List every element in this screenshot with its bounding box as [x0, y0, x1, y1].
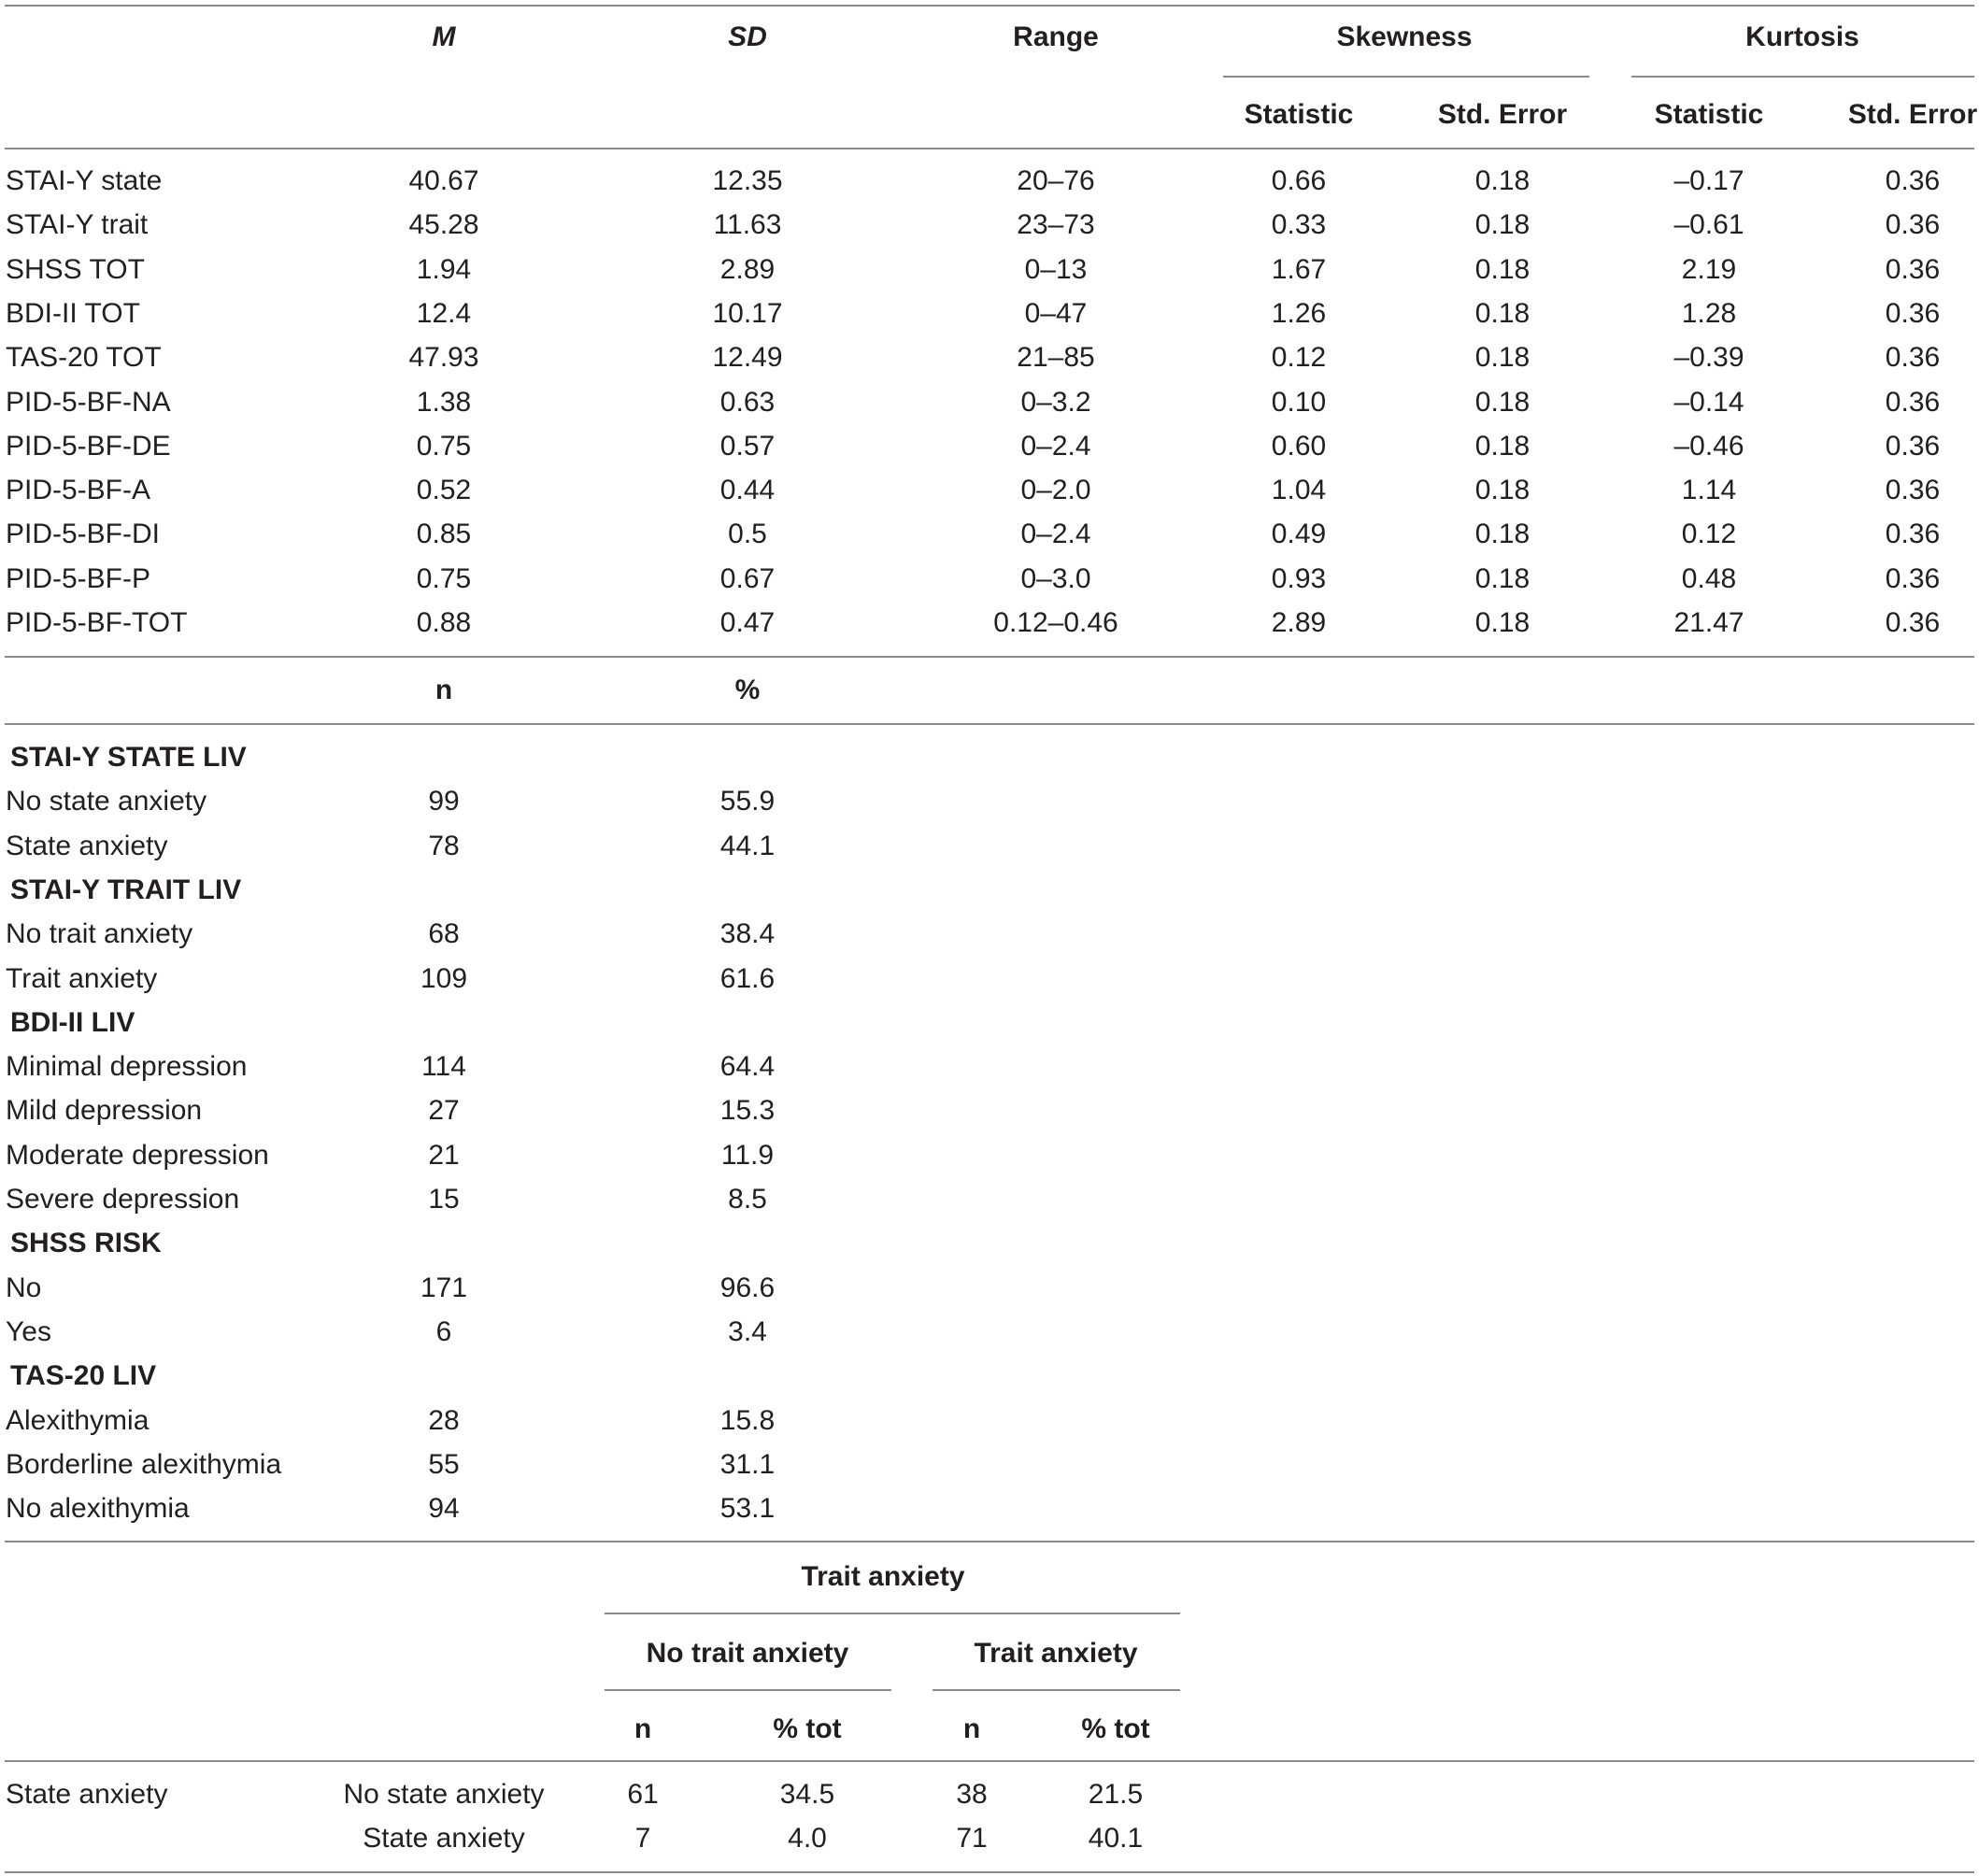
crosstab-sub-pct-2: % tot [1081, 1713, 1150, 1744]
cell-kurt-se: 0.36 [1885, 519, 1941, 550]
cell-m: 45.28 [408, 209, 479, 241]
row-label: PID-5-BF-A [6, 475, 151, 506]
row-label: Minimal depression [6, 1051, 248, 1083]
cell-n: 114 [421, 1051, 466, 1083]
crosstab-group-trait: Trait anxiety [974, 1638, 1138, 1669]
rule-frequency-header [5, 723, 1974, 725]
cell-pct: 55.9 [719, 786, 776, 817]
cell-skew-stat: 1.67 [1271, 253, 1327, 285]
cell-kurt-stat: –0.61 [1673, 209, 1744, 241]
cell-skew-stat: 0.66 [1271, 165, 1327, 196]
cell-pct: 8.5 [728, 1184, 767, 1215]
row-label: PID-5-BF-DE [6, 430, 171, 462]
crosstab-sub-pct-1: % tot [773, 1713, 842, 1744]
header-n: n [434, 675, 453, 705]
cell-skew-se: 0.18 [1474, 253, 1531, 285]
cell-skew-stat: 0.12 [1271, 342, 1327, 374]
cell-m: 47.93 [408, 342, 479, 374]
row-label: Borderline alexithymia [6, 1448, 282, 1480]
crosstab-cell: 21.5 [1088, 1779, 1144, 1810]
crosstab-cell: 38 [956, 1779, 988, 1810]
crosstab-cell: 61 [627, 1779, 659, 1810]
cell-m: 1.94 [416, 253, 472, 285]
rule-crosstab-title [605, 1613, 1180, 1614]
cell-m: 0.52 [416, 475, 472, 506]
cell-skew-se: 0.18 [1474, 607, 1531, 638]
cell-pct: 96.6 [719, 1272, 776, 1303]
cell-sd: 0.57 [719, 430, 776, 462]
group-heading: BDI-II LIV [10, 1006, 135, 1038]
row-label: Yes [6, 1315, 51, 1347]
cell-kurt-se: 0.36 [1885, 607, 1941, 638]
cell-m: 1.38 [416, 386, 472, 418]
cell-n: 6 [435, 1315, 452, 1347]
cell-m: 0.88 [416, 607, 472, 638]
group-heading: TAS-20 LIV [10, 1360, 157, 1392]
cell-skew-stat: 0.33 [1271, 209, 1327, 241]
row-label: Mild depression [6, 1095, 203, 1127]
cell-n: 15 [428, 1184, 460, 1215]
rule-bottom [5, 1871, 1974, 1873]
crosstab-cell: 71 [956, 1823, 988, 1855]
cell-range: 0–2.0 [1020, 475, 1091, 506]
header-pct: % [734, 675, 761, 705]
cell-kurt-se: 0.36 [1885, 165, 1941, 196]
rule-frequency-bottom [5, 1541, 1974, 1542]
cell-m: 0.85 [416, 519, 472, 550]
cell-kurt-se: 0.36 [1885, 253, 1941, 285]
cell-sd: 10.17 [712, 297, 783, 329]
rule-crosstab-no-trait [605, 1689, 891, 1691]
cell-n: 99 [428, 786, 460, 817]
cell-sd: 2.89 [719, 253, 776, 285]
crosstab-cell: 7 [634, 1823, 651, 1855]
cell-sd: 0.47 [719, 607, 776, 638]
crosstab-sub-n-2: n [962, 1713, 981, 1744]
cell-n: 27 [428, 1095, 460, 1127]
cell-range: 0.12–0.46 [993, 607, 1118, 638]
crosstab-row-label: No state anxiety [343, 1779, 545, 1810]
rule-kurtosis [1631, 76, 1974, 78]
row-label: Alexithymia [6, 1404, 149, 1436]
cell-m: 40.67 [408, 165, 479, 196]
row-label: No [6, 1272, 42, 1303]
crosstab-title: Trait anxiety [801, 1561, 965, 1592]
row-label: No alexithymia [6, 1493, 190, 1525]
header-range: Range [1013, 21, 1099, 52]
cell-sd: 11.63 [713, 209, 782, 241]
cell-pct: 44.1 [719, 830, 776, 861]
crosstab-row-group: State anxiety [6, 1779, 168, 1810]
row-label: PID-5-BF-NA [6, 386, 171, 418]
cell-range: 0–2.4 [1020, 519, 1091, 550]
cell-n: 78 [428, 830, 460, 861]
row-label: PID-5-BF-DI [6, 519, 160, 550]
cell-range: 0–47 [1024, 297, 1088, 329]
header-skewness: Skewness [1336, 21, 1473, 52]
row-label: PID-5-BF-P [6, 562, 151, 594]
cell-sd: 0.5 [728, 519, 767, 550]
cell-n: 109 [420, 962, 468, 994]
rule-crosstab-header-bottom [5, 1760, 1974, 1762]
cell-skew-stat: 0.10 [1271, 386, 1327, 418]
cell-range: 21–85 [1017, 342, 1095, 374]
cell-skew-se: 0.18 [1474, 562, 1531, 594]
crosstab-row-label: State anxiety [363, 1823, 525, 1855]
header-skew-std-error: Std. Error [1437, 99, 1568, 130]
cell-kurt-stat: 1.28 [1681, 297, 1737, 329]
cell-n: 28 [428, 1404, 460, 1436]
cell-skew-stat: 2.89 [1271, 607, 1327, 638]
crosstab-cell: 4.0 [788, 1823, 827, 1855]
cell-pct: 61.6 [719, 962, 776, 994]
row-label: TAS-20 TOT [6, 342, 162, 374]
crosstab-sub-n-1: n [634, 1713, 652, 1744]
cell-skew-stat: 0.49 [1271, 519, 1327, 550]
cell-skew-se: 0.18 [1474, 209, 1531, 241]
rule-descriptive-bottom [5, 656, 1974, 658]
cell-n: 68 [428, 918, 460, 950]
header-skew-statistic: Statistic [1244, 99, 1354, 130]
cell-n: 21 [428, 1139, 460, 1171]
row-label: Trait anxiety [6, 962, 158, 994]
cell-n: 171 [420, 1272, 468, 1303]
cell-kurt-se: 0.36 [1885, 209, 1941, 241]
cell-skew-se: 0.18 [1474, 297, 1531, 329]
cell-kurt-stat: –0.39 [1673, 342, 1744, 374]
crosstab-group-no-trait: No trait anxiety [646, 1638, 849, 1669]
cell-sd: 12.49 [712, 342, 783, 374]
cell-sd: 12.35 [712, 165, 783, 196]
cell-kurt-stat: 0.48 [1681, 562, 1737, 594]
cell-skew-stat: 0.93 [1271, 562, 1327, 594]
rule-top [5, 5, 1974, 7]
group-heading: SHSS RISK [10, 1228, 162, 1259]
cell-pct: 11.9 [720, 1139, 775, 1171]
row-label: SHSS TOT [6, 253, 145, 285]
cell-kurt-stat: –0.14 [1673, 386, 1744, 418]
cell-m: 12.4 [416, 297, 472, 329]
cell-kurt-se: 0.36 [1885, 297, 1941, 329]
header-kurtosis: Kurtosis [1745, 21, 1859, 52]
header-kurt-std-error: Std. Error [1847, 99, 1978, 130]
cell-pct: 3.4 [728, 1315, 767, 1347]
cell-pct: 31.1 [719, 1448, 776, 1480]
rule-header-bottom [5, 148, 1974, 149]
cell-n: 94 [428, 1493, 460, 1525]
header-kurt-statistic: Statistic [1654, 99, 1764, 130]
cell-kurt-se: 0.36 [1885, 562, 1941, 594]
cell-range: 20–76 [1017, 165, 1095, 196]
header-sd: SD [728, 21, 767, 52]
cell-kurt-se: 0.36 [1885, 430, 1941, 462]
cell-m: 0.75 [416, 430, 472, 462]
row-label: Moderate depression [6, 1139, 269, 1171]
cell-skew-se: 0.18 [1474, 165, 1531, 196]
cell-pct: 15.3 [719, 1095, 776, 1127]
row-label: No state anxiety [6, 786, 207, 817]
cell-pct: 15.8 [719, 1404, 776, 1436]
cell-kurt-se: 0.36 [1885, 386, 1941, 418]
cell-range: 0–2.4 [1020, 430, 1091, 462]
cell-pct: 53.1 [719, 1493, 776, 1525]
cell-kurt-stat: 21.47 [1673, 607, 1744, 638]
cell-kurt-stat: –0.46 [1673, 430, 1744, 462]
row-label: State anxiety [6, 830, 168, 861]
cell-pct: 38.4 [719, 918, 776, 950]
cell-kurt-stat: –0.17 [1673, 165, 1744, 196]
cell-kurt-stat: 0.12 [1681, 519, 1737, 550]
group-heading: STAI-Y STATE LIV [10, 742, 247, 773]
cell-kurt-se: 0.36 [1885, 342, 1941, 374]
row-label: No trait anxiety [6, 918, 193, 950]
cell-m: 0.75 [416, 562, 472, 594]
cell-range: 23–73 [1017, 209, 1095, 241]
rule-skewness [1223, 76, 1589, 78]
cell-sd: 0.44 [719, 475, 776, 506]
group-heading: STAI-Y TRAIT LIV [10, 874, 242, 905]
cell-kurt-stat: 1.14 [1681, 475, 1737, 506]
cell-n: 55 [428, 1448, 460, 1480]
cell-kurt-stat: 2.19 [1681, 253, 1737, 285]
crosstab-cell: 40.1 [1088, 1823, 1144, 1855]
row-label: Severe depression [6, 1184, 240, 1215]
row-label: PID-5-BF-TOT [6, 607, 188, 638]
cell-skew-stat: 1.26 [1271, 297, 1327, 329]
cell-skew-se: 0.18 [1474, 475, 1531, 506]
cell-pct: 64.4 [719, 1051, 776, 1083]
rule-crosstab-trait [933, 1689, 1180, 1691]
cell-kurt-se: 0.36 [1885, 475, 1941, 506]
cell-skew-se: 0.18 [1474, 519, 1531, 550]
row-label: STAI-Y trait [6, 209, 149, 241]
cell-range: 0–3.2 [1020, 386, 1091, 418]
row-label: STAI-Y state [6, 165, 163, 196]
header-m: M [432, 21, 456, 52]
cell-skew-se: 0.18 [1474, 430, 1531, 462]
crosstab-cell: 34.5 [779, 1779, 835, 1810]
cell-sd: 0.67 [719, 562, 776, 594]
cell-skew-stat: 0.60 [1271, 430, 1327, 462]
cell-sd: 0.63 [719, 386, 776, 418]
cell-skew-stat: 1.04 [1271, 475, 1327, 506]
cell-skew-se: 0.18 [1474, 386, 1531, 418]
row-label: BDI-II TOT [6, 297, 140, 329]
cell-range: 0–13 [1024, 253, 1088, 285]
cell-range: 0–3.0 [1020, 562, 1091, 594]
cell-skew-se: 0.18 [1474, 342, 1531, 374]
